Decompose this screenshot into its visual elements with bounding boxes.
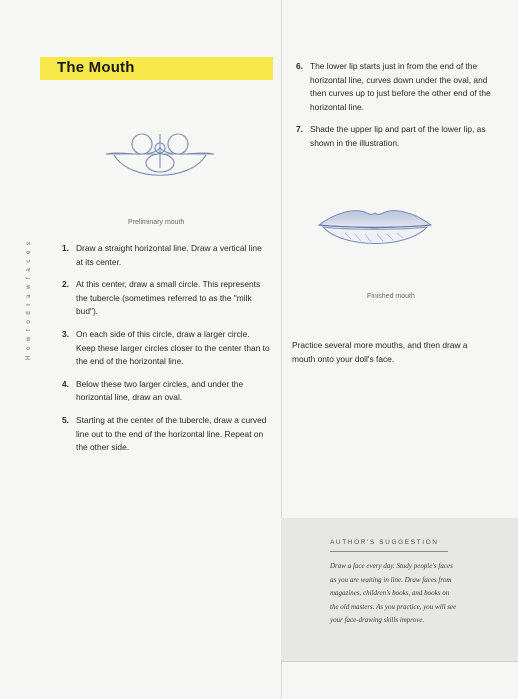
list-item: 4. Below these two larger circles, and under the horizontal line, draw an oval.	[62, 378, 244, 403]
sidebar-rule	[330, 551, 448, 552]
list-item: 6. The lower lip starts just in from the end of the horizontal line, curves down under the oval, and then curves up to just before the other end of the horizontal line.	[296, 61, 491, 112]
running-head-text: H o w t o d r a w f a c e s	[26, 239, 32, 361]
step-text: The lower lip starts just in from the end of the horizontal line, curves down under the oval, and then curves up to just before the other end of the horizontal line.	[310, 61, 491, 112]
sketch-left-circle	[132, 134, 152, 154]
caption-finished: Finished mouth	[367, 293, 415, 300]
step-text: Shade the upper lip and part of the lower lip, as shown in the illustration.	[310, 124, 486, 148]
preliminary-mouth-illustration	[100, 120, 220, 200]
step-text: On each side of this circle, draw a larger circle. Keep these larger circles closer to the center than to the end of the horizontal line.	[76, 328, 270, 367]
sidebar-heading: AUTHOR'S SUGGESTION	[330, 539, 439, 546]
step-text: At this center, draw a small circle. This represents the tubercle (sometimes referred to as the "milk bud").	[76, 279, 261, 317]
running-head	[22, 210, 36, 390]
steps-list-right	[296, 60, 496, 160]
list-item: 3. On each side of this circle, draw a larger circle. Keep these larger circles closer to the center than to the end of the horizontal line.	[62, 328, 270, 367]
finished-lower-lip	[323, 227, 427, 244]
step-text: Starting at the center of the tubercle, draw a curved line out to the end of the horizontal line. Repeat on the other side.	[76, 414, 267, 453]
list-item: 1. Draw a straight horizontal line. Draw a vertical line at its center.	[62, 243, 262, 267]
step-text: Below these two larger circles, and under the horizontal line, draw an oval.	[76, 378, 244, 403]
caption-preliminary: Preliminary mouth	[128, 219, 185, 226]
sidebar-body: Draw a face every day. Study people's faces as you are waiting in line. Draw faces from magazines, children's books, and books on the old masters. As you practice, you will see your face-drawing skills improve.	[330, 562, 457, 624]
finished-mouth-illustration	[315, 203, 435, 263]
list-item: 2. At this center, draw a small circle. This represents the tubercle (sometimes referred to as the "milk bud").	[62, 279, 261, 317]
finished-upper-lip	[319, 211, 431, 228]
list-item: 7. Shade the upper lip and part of the lower lip, as shown in the illustration.	[296, 124, 486, 148]
sketch-right-circle	[168, 134, 188, 154]
step-text: Draw a straight horizontal line. Draw a vertical line at its center.	[76, 243, 262, 267]
page-title: The Mouth	[57, 59, 135, 76]
bottom-rule	[281, 661, 518, 662]
steps-list-left	[62, 242, 270, 464]
practice-paragraph: Practice several more mouths, and then draw a mouth onto your doll's face.	[292, 340, 468, 364]
list-item: 5. Starting at the center of the tubercle, draw a curved line out to the end of the horizontal line. Repeat on the other side.	[62, 414, 267, 453]
